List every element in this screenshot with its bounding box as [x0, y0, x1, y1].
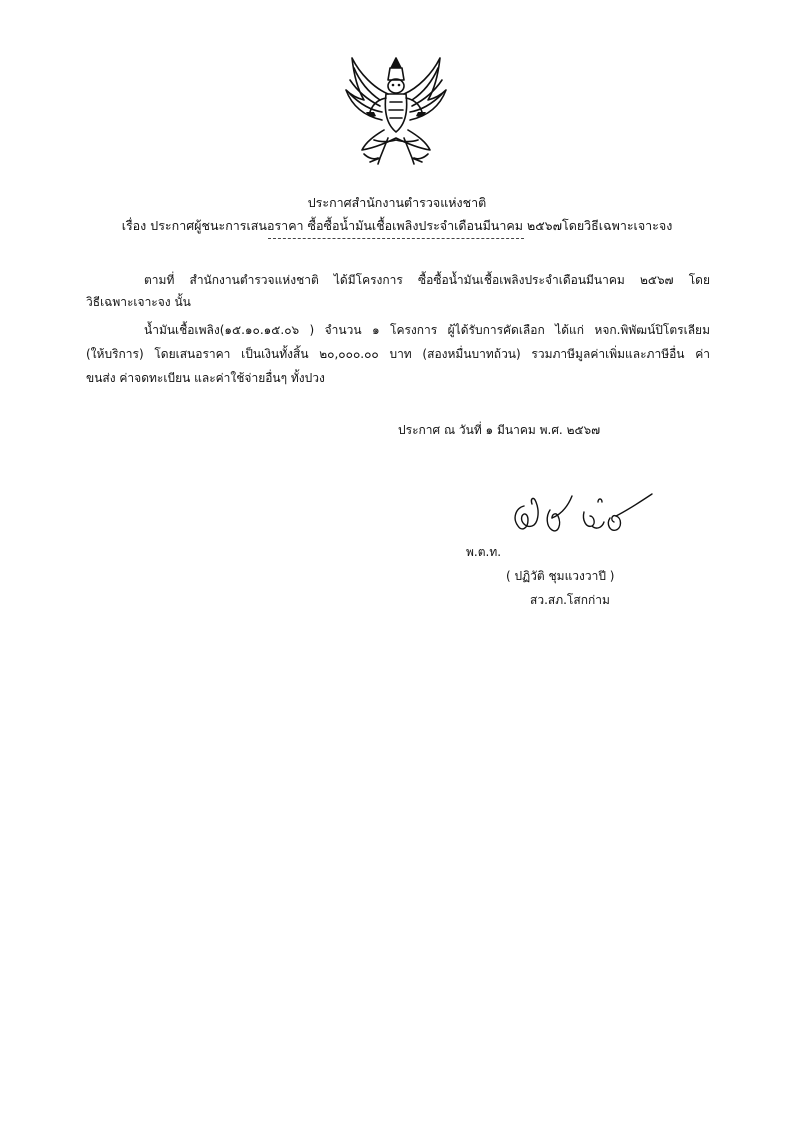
paragraph-2-line: ขนส่ง ค่าจดทะเบียน และค่าใช้จ่ายอื่นๆ ทั้งปวง [86, 371, 325, 385]
paragraph-1-line: ตามที่ สำนักงานตำรวจแห่งชาติ ได้มีโครงการ ซื้อซื้อน้ำมันเชื้อเพลิงประจำเดือนมีนาคม ๒๕๖๗ โดย [144, 273, 710, 287]
announcement-subject: เรื่อง ประกาศผู้ชนะการเสนอราคา ซื้อซื้อน้ำมันเชื้อเพลิงประจำเดือนมีนาคม ๒๕๖๗โดยวิธีเฉพาะเจาะจง [121, 218, 673, 233]
garuda-emblem-icon [344, 54, 448, 168]
separator-line [268, 238, 524, 239]
announcement-title: ประกาศสำนักงานตำรวจแห่งชาติ [307, 195, 487, 210]
paragraph-1-line: วิธีเฉพาะเจาะจง นั้น [86, 295, 191, 309]
handwritten-signature [506, 492, 656, 536]
paragraph-2-line: น้ำมันเชื้อเพลิง(๑๕.๑๐.๑๕.๐๖ ) จำนวน ๑ โครงการ ผู้ได้รับการคัดเลือก ได้แก่ หจก.พิพัฒน์ปิโตรเลียม [144, 323, 710, 337]
announcement-date: ประกาศ ณ วันที่ ๑ มีนาคม พ.ศ. ๒๕๖๗ [398, 423, 601, 437]
paragraph-2-line: (ให้บริการ) โดยเสนอราคา เป็นเงินทั้งสิ้น ๒๐,๐๐๐.๐๐ บาท (สองหมื่นบาทถ้วน) รวมภาษีมูลค่าเพิ่มและภาษีอื่น ค่า [86, 347, 710, 361]
signer-name: ( ปฏิวัติ ชุมแวงวาปี ) [506, 569, 615, 583]
signer-position: สว.สภ.โสกก่าม [530, 593, 610, 607]
signer-rank: พ.ต.ท. [466, 545, 502, 559]
